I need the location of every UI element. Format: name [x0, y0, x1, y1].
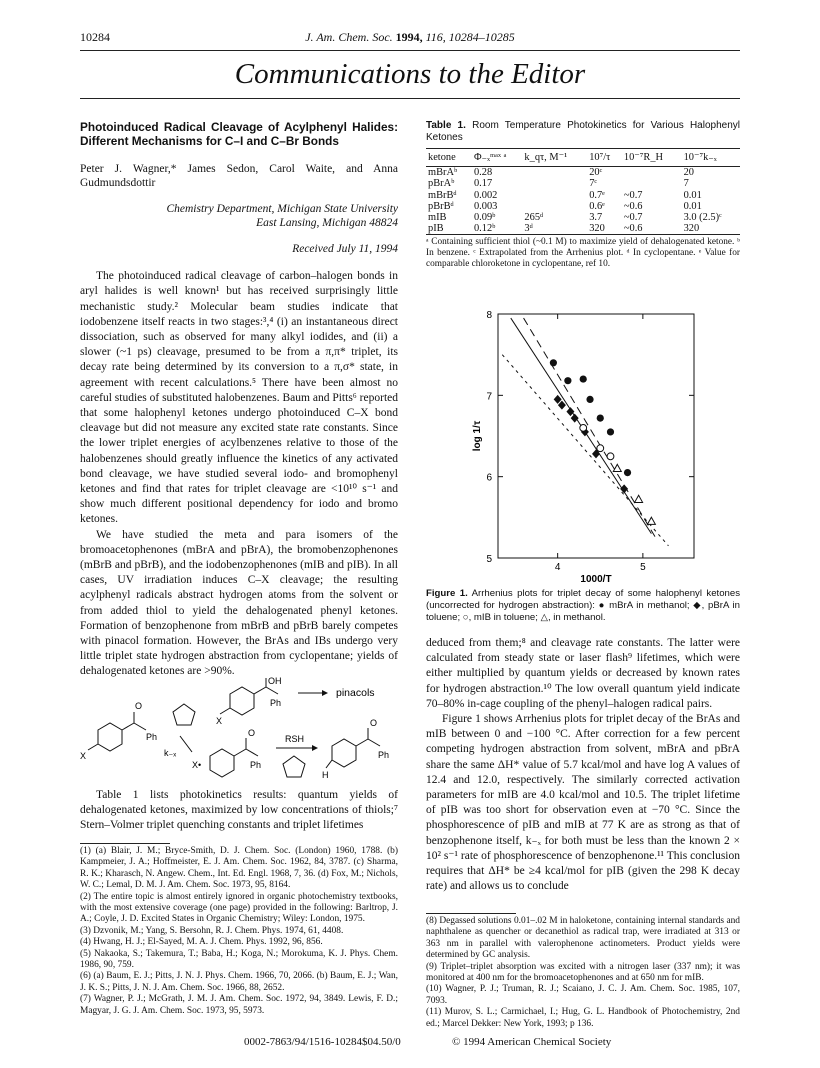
- body-paragraph: deduced from them;⁸ and cleavage rate constants. The latter were calculated from steady state or laser flash⁹ lifetimes, which were either multiplied by quantum yields or decreased by known rates for hydrogen abstraction.¹⁰ The low overall quantum yield indicate 70–80% in-cage coupling of the phenyl–halogen radical pairs.: [426, 637, 740, 710]
- table-row: [426, 167, 740, 179]
- table-row: [426, 201, 740, 212]
- reference-item: (5) Nakaoka, S.; Takemura, T.; Baba, H.; Koga, N.; Morokuma, K. J. Phys. Chem. 1986, 90, 759.: [80, 948, 398, 971]
- table-cell: 320: [587, 223, 622, 235]
- scheme-label-oxygen: O: [248, 728, 256, 738]
- body-paragraph: The photoinduced radical cleavage of carbon–halogen bonds in aryl halides is well known¹ but has received surprisingly little mechanistic study.² Molecular beam studies indicate that iodobenzene itself reacts in two stages:³,⁴ (i) an instantaneous direct dissociation, such as observed for many alkyl iodides, and (ii) a slower (~1 ps) cleavage, presumed to be from a π,π* triplet, its decay rate being determined by its conversion to a π,σ* state, in agreement with recent calculations.⁵ There have been almost no careful studies of substituted halobenzenes. Baum and Pitts⁶ reported that some halophenyl ketones undergo photoinduced C–X bond cleavage but did not measure any excited state rate constants. Since the lower triplet energies of acylbenzenes relative to those of the halobenzenes should greatly influence the kinetics of any activated bond cleavage, we have studied several iodo- and bromophenyl ketones and find that rates for triplet cleavage are <10¹⁰ s⁻¹ and show much different positional dependency for iodo and bromo ketones.: [80, 270, 398, 526]
- data-point-mbra: [550, 359, 557, 366]
- scheme-label-oh: OH: [268, 676, 282, 686]
- table-header-row: [426, 149, 740, 167]
- table-row: [426, 190, 740, 201]
- table-header-cell: ketone: [426, 149, 472, 167]
- table-cell: pBrAᵇ: [428, 178, 455, 190]
- table-cell: [622, 167, 682, 179]
- reference-item: (6) (a) Baum, E. J.; Pitts, J. N. J. Phys. Chem. 1966, 70, 2066. (b) Baum, E. J.; Wan, J. K. S.; Pitts, J. N. J. Am. Chem. Soc. 1966, 88, 2652.: [80, 971, 398, 993]
- running-header: [0, 30, 820, 45]
- y-tick-label: 5: [486, 554, 492, 565]
- scheme-reactant-ketone: [88, 712, 146, 751]
- table-cell: pIB: [426, 223, 472, 235]
- x-tick-label: 5: [640, 562, 646, 573]
- table-cell: [522, 190, 587, 201]
- scheme-label-oxygen: O: [135, 701, 143, 711]
- footer-code: 0002-7863/94/1516-10284$04.50/0: [244, 1036, 401, 1048]
- table-cell: [522, 167, 587, 179]
- table1-footnotes: ᵃ Containing sufficient thiol (~0.1 M) to maximize yield of dehalogenated ketone. ᵇ In benzene. ᶜ Extrapolated from the Arrhenius plot. ᵈ In cyclopentane. ᵉ Value for comparable chloroketone in cyclopentane, ref 10.: [426, 237, 740, 270]
- table-header-cell: 10⁻⁷R_H: [622, 149, 682, 167]
- data-point-pbra: [571, 414, 579, 423]
- scheme-arrow-down: [180, 736, 192, 752]
- journal-name: J. Am. Chem. Soc.: [305, 30, 393, 44]
- footnote-rule: [80, 843, 170, 844]
- table-cell: 0.7ᵉ: [589, 189, 605, 201]
- table1-caption: [426, 120, 740, 144]
- table-cell: 20: [683, 167, 694, 179]
- scheme-label-oxygen: O: [370, 718, 378, 728]
- references-left: [80, 846, 398, 1017]
- footnote-rule: [426, 913, 516, 914]
- article-authors: Peter J. Wagner,* James Sedon, Carol Waite, and Anna Gudmundsdottir: [80, 163, 398, 189]
- header-rule: [80, 50, 740, 51]
- reference-item: (8) Degassed solutions 0.01–.02 M in haloketone, containing internal standards and naphthalene as quencher or decanethiol as radical trap, were irradiated at 313 or 363 nm in parallel with valerophenone actinometers. Product yields were determined by GC analysis.: [426, 916, 740, 961]
- body-paragraph: We have studied the meta and para isomers of the bromoacetophenones (mBrA and pBrA), the bromobenzophenones (mBrB and pBrB), and the iodobenzophenones (mIB and pIB). In all cases, UV irradiation induces C–X cleavage; the resulting acylphenyl radicals abstract hydrogen atoms from the solvent or from added thiol to yield the dehalogenated phenyl ketones. Formation of benzophenone from mBrB and pBrB barely competes with pinacol formation. However, the BrAs and IBs undergo very little triplet state hydrogen abstraction from cyclopentane; yields of dehalogenated ketones are >90%.: [80, 528, 398, 678]
- table-cell: [522, 178, 587, 189]
- body-paragraph: Table 1 lists photokinetics results: quantum yields of dehalogenated ketones, maximized by low concentrations of thiols;⁷ Stern–Volmer triplet quenching constants and triplet lifetimes: [80, 789, 398, 832]
- table-cell: 3ᵈ: [522, 223, 587, 235]
- scheme-label-ph: Ph: [270, 698, 282, 708]
- scheme-label-xdot: X•: [192, 760, 202, 770]
- reference-item: (2) The entire topic is almost entirely ignored in organic photochemistry textbooks, with the most extensive coverage (one page) provided in the following: Barltrop, J. A.; Coyle, J. D. Excited States in Organic Chemistry; Wiley: London, 1975.: [80, 891, 398, 925]
- data-point-mbra: [607, 428, 614, 435]
- table-cell: 3.7: [589, 212, 603, 224]
- reference-item: (11) Murov, S. L.; Carmichael, I.; Hug, G. L. Handbook of Photochemistry, 2nd ed.; Marcel Dekker: New York, 1993; p 136.: [426, 1007, 740, 1029]
- table-cell: ~0.6: [622, 223, 682, 235]
- y-tick-label: 6: [486, 472, 492, 484]
- scheme-label-x: X: [80, 751, 87, 761]
- table-row: [426, 178, 740, 189]
- scheme-cyclopentane: [283, 756, 305, 777]
- table-cell: 0.01: [683, 189, 702, 201]
- data-point-mbra: [586, 396, 593, 403]
- y-tick-label: 7: [486, 391, 492, 403]
- article-title: Photoinduced Radical Cleavage of Acylphenyl Halides: Different Mechanisms for C–I and C–Br Bonds: [80, 120, 398, 148]
- right-column-text: [426, 636, 740, 894]
- body-paragraph: Figure 1 shows Arrhenius plots for triplet decay of the BrAs and mIB between 0 and −100 °C. After correction for a few percent competing hydrogen abstraction from solvent, mBrA and pBrA share the same ΔH* value of 5.7 kcal/mol and have log A values of 12.4 and 12.0, respectively. The similarly corrected activation parameters for mIB are 4.0 kcal/mol and 10.5. The triplet lifetime of pIB was too short for observation even at −70 °C. Since the phosphorescence of pIB and mIB at 77 K are as strong as that of benzophenone itself, k₋ₓ for both must be less than the known 2 × 10² s⁻¹ rate of phosphorescence of benzophenone.¹¹ This conclusion requires that ΔH* be ≥4 kcal/mol for pIB (given the 298 K decay rate) and allows us to conclude: [426, 713, 740, 893]
- scheme-label-pinacols: pinacols: [336, 687, 375, 699]
- data-point-mib-toluene: [580, 424, 587, 431]
- plot-frame: [498, 314, 694, 558]
- scheme-label-h: H: [322, 770, 329, 780]
- table-header-cell: k_qτ, M⁻¹: [522, 149, 587, 167]
- table-cell: mBrAᵇ: [428, 167, 458, 179]
- data-point-mbra: [597, 415, 604, 422]
- table-cell: 0.09ᵇ: [473, 212, 496, 224]
- table1: [426, 148, 740, 235]
- table-header-cell: 10⁻⁷k₋ₓ: [682, 149, 740, 167]
- table-cell: ~0.7: [623, 212, 643, 224]
- x-axis-label: 1000/T: [580, 574, 612, 584]
- table1-caption-text: Room Temperature Photokinetics for Various Halophenyl Ketones: [426, 120, 740, 143]
- section-title: Communications to the Editor: [234, 58, 586, 90]
- table-cell: ~0.6: [623, 200, 643, 212]
- data-point-pbra: [566, 407, 574, 416]
- reference-item: (10) Wagner, P. J.; Truman, R. J.; Scaiano, J. C. J. Am. Chem. Soc. 1985, 107, 7093.: [426, 984, 740, 1006]
- affiliation-line: East Lansing, Michigan 48824: [256, 217, 398, 229]
- table-cell: 0.12ᵇ: [472, 223, 522, 235]
- figure1-caption-text: Arrhenius plots for triplet decay of some halophenyl ketones (uncorrected for hydrogen abstraction): ● mBrA in methanol; ◆, pBrA in toluene; ○, mIB in toluene; △, in methanol.: [426, 588, 740, 623]
- scheme-label-x: X: [216, 716, 223, 726]
- data-point-mbra: [564, 377, 571, 384]
- table-cell: 0.002: [473, 189, 498, 201]
- table-cell: 320: [682, 223, 740, 235]
- reference-item: (4) Hwang, H. J.; El-Sayed, M. A. J. Chem. Phys. 1992, 96, 856.: [80, 937, 323, 948]
- data-point-mib-methanol: [635, 495, 643, 502]
- reference-item: (1) (a) Blair, J. M.; Bryce-Smith, D. J. Chem. Soc. (London) 1960, 1788. (b) Kampmeier, J. A.; Hoffmeister, E. J. Am. Chem. Soc. 1962, 84, 3787. (c) Sharma, R. K.; Kharasch, N. Angew. Chem., Int. Ed. Engl. 1968, 7, 36. (d) Fox, M.; Nichols, W. C.; Lemal, D. M. J. Am. Chem. Soc. 1973, 95, 8164.: [80, 846, 398, 891]
- figure1-plot: [470, 306, 720, 584]
- journal-year: 1994,: [395, 30, 423, 44]
- table-cell: 0.01: [683, 200, 702, 212]
- footer-copyright: © 1994 American Chemical Society: [452, 1036, 612, 1048]
- table-cell: 0.17: [473, 178, 493, 190]
- table-cell: 7ᶜ: [589, 178, 598, 190]
- affiliation-line: Chemistry Department, Michigan State University: [166, 203, 398, 215]
- table1-label: Table 1.: [426, 120, 466, 131]
- reference-item: (9) Triplet–triplet absorption was excited with a nitrogen laser (337 nm); it was monitored at 400 nm for the bromoacetophenones and at 650 nm for mIB.: [426, 961, 740, 984]
- scheme-label-ph: Ph: [378, 750, 390, 760]
- scheme-arrowhead: [312, 745, 318, 751]
- x-tick-label: 4: [554, 562, 561, 573]
- table-cell: 7: [683, 178, 689, 190]
- data-point-mbra: [624, 469, 631, 476]
- table-cell: 3.0 (2.5)ᶜ: [683, 212, 722, 224]
- fit-line: [524, 318, 656, 538]
- table-cell: 0.6ᵉ: [589, 200, 605, 212]
- table-header-cell: Φ₋ₓᵐᵃˣ ᵃ: [472, 149, 522, 167]
- reference-item: (7) Wagner, P. J.; McGrath, J. M. J. Am. Chem. Soc. 1972, 94, 3849. Lewis, F. D.; Magyar, J. G. J. Am. Chem. Soc. 1973, 95, 5973.: [80, 994, 398, 1016]
- table-cell: ~0.7: [623, 189, 643, 201]
- journal-pages: 10284–10285: [448, 30, 515, 44]
- table-cell: mBrBᵈ: [428, 189, 457, 201]
- scheme-cyclopentane: [173, 704, 195, 725]
- table-header-cell: 10⁷/τ: [587, 149, 622, 167]
- scheme-product-ketone: [326, 728, 380, 768]
- scheme-radical-ketone: [210, 738, 258, 777]
- table-cell: 0.003: [473, 200, 498, 212]
- scheme-label-ph: Ph: [250, 760, 262, 770]
- affiliation: [80, 202, 398, 230]
- figure1-label: Figure 1.: [426, 588, 468, 599]
- data-point-pbra: [620, 484, 628, 493]
- table-cell: 20ᶜ: [589, 167, 603, 179]
- section-rule: [80, 98, 740, 99]
- data-point-mbra: [580, 375, 587, 382]
- scheme-label-rsh: RSH: [285, 734, 305, 744]
- y-tick-label: 8: [486, 310, 492, 321]
- reference-item: (3) Dzvonik, M.; Yang, S. Bersohn, R. J. Chem. Phys. 1974, 61, 4408.: [80, 925, 344, 936]
- reaction-scheme: [80, 676, 400, 780]
- table-cell: mIB: [428, 212, 447, 224]
- references-right: [426, 916, 740, 1030]
- table-row: [426, 212, 740, 223]
- data-point-mib-toluene: [597, 445, 604, 452]
- table-cell: 265ᵈ: [524, 212, 544, 224]
- table-cell: pBrBᵈ: [428, 200, 454, 212]
- journal-volume: 116,: [425, 30, 446, 44]
- data-point-mib-methanol: [613, 464, 621, 471]
- scheme-label-ph: Ph: [146, 732, 158, 742]
- data-point-mib-toluene: [607, 453, 614, 460]
- scheme-label-kx: k₋ₓ: [164, 748, 177, 758]
- page-number: 10284: [80, 30, 110, 44]
- table-row: [426, 223, 740, 235]
- left-column-lower: [80, 788, 398, 834]
- table-cell: [522, 201, 587, 212]
- table-cell: 0.28: [473, 167, 493, 179]
- figure1-caption: [426, 588, 740, 624]
- received-date: Received July 11, 1994: [292, 243, 398, 255]
- left-column: [80, 120, 398, 680]
- table1-block: [426, 120, 740, 270]
- table-cell: [622, 178, 682, 189]
- y-axis-label: log 1/τ: [472, 420, 483, 452]
- scheme-arrowhead: [322, 690, 328, 696]
- fit-line: [502, 355, 668, 546]
- data-point-mib-methanol: [647, 517, 655, 524]
